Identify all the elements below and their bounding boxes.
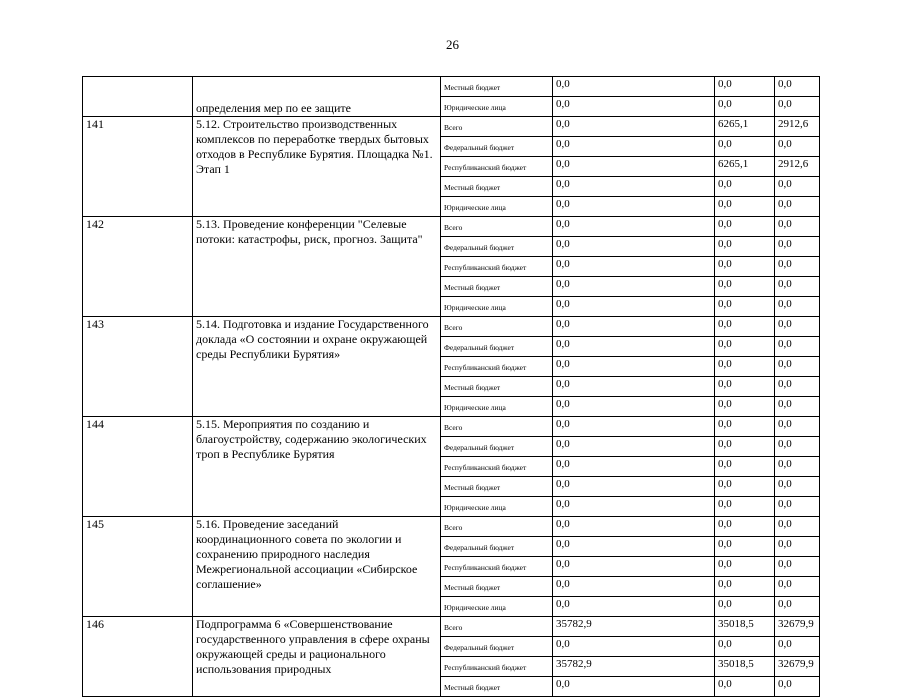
funding-source-cell xyxy=(441,357,553,377)
funding-source-cell xyxy=(441,477,553,497)
funding-source-cell xyxy=(441,397,553,417)
amount-cell-v3: 0,0 xyxy=(775,357,820,377)
amount-cell-v1: 0,0 xyxy=(553,77,715,97)
amount-cell-v3: 0,0 xyxy=(775,177,820,197)
item-number-cell xyxy=(83,77,193,117)
item-description-cell: 5.13. Проведение конференции "Селевые потоки: катастрофы, риск, прогноз. Защита" xyxy=(193,217,441,317)
amount-cell-v3: 0,0 xyxy=(775,597,820,617)
amount-cell-v3: 0,0 xyxy=(775,577,820,597)
item-number-cell: 145 xyxy=(83,517,193,617)
funding-source-label: Юридические лица xyxy=(444,203,506,212)
amount-cell-v2: 0,0 xyxy=(715,537,775,557)
amount-cell-v3: 0,0 xyxy=(775,477,820,497)
funding-source-label: Всего xyxy=(444,423,463,432)
amount-cell-v3: 0,0 xyxy=(775,197,820,217)
amount-cell-v2: 0,0 xyxy=(715,397,775,417)
amount-cell-v1: 0,0 xyxy=(553,117,715,137)
funding-source-label: Республиканский бюджет xyxy=(444,363,527,372)
funding-source-cell xyxy=(441,97,553,117)
funding-source-label: Федеральный бюджет xyxy=(444,243,515,252)
amount-cell-v1: 0,0 xyxy=(553,597,715,617)
amount-cell-v1: 0,0 xyxy=(553,577,715,597)
funding-source-label: Республиканский бюджет xyxy=(444,163,527,172)
funding-source-cell xyxy=(441,597,553,617)
funding-source-label: Юридические лица xyxy=(444,603,506,612)
amount-cell-v3: 0,0 xyxy=(775,257,820,277)
amount-cell-v3: 0,0 xyxy=(775,677,820,697)
amount-cell-v1: 0,0 xyxy=(553,457,715,477)
amount-cell-v2: 0,0 xyxy=(715,197,775,217)
amount-cell-v2: 0,0 xyxy=(715,77,775,97)
funding-source-label: Юридические лица xyxy=(444,403,506,412)
amount-cell-v1: 0,0 xyxy=(553,377,715,397)
amount-cell-v3: 0,0 xyxy=(775,237,820,257)
table-row xyxy=(83,417,820,437)
amount-cell-v1: 0,0 xyxy=(553,517,715,537)
amount-cell-v1: 0,0 xyxy=(553,97,715,117)
amount-cell-v2: 0,0 xyxy=(715,97,775,117)
amount-cell-v2: 0,0 xyxy=(715,137,775,157)
amount-cell-v2: 0,0 xyxy=(715,357,775,377)
amount-cell-v3: 0,0 xyxy=(775,337,820,357)
funding-source-cell xyxy=(441,237,553,257)
amount-cell-v2: 35018,5 xyxy=(715,617,775,637)
amount-cell-v2: 0,0 xyxy=(715,237,775,257)
funding-source-cell xyxy=(441,197,553,217)
amount-cell-v2: 0,0 xyxy=(715,217,775,237)
amount-cell-v2: 0,0 xyxy=(715,317,775,337)
amount-cell-v3: 0,0 xyxy=(775,457,820,477)
funding-source-label: Республиканский бюджет xyxy=(444,663,527,672)
funding-source-cell xyxy=(441,257,553,277)
funding-source-label: Местный бюджет xyxy=(444,283,501,292)
funding-source-label: Республиканский бюджет xyxy=(444,563,527,572)
amount-cell-v1: 0,0 xyxy=(553,177,715,197)
item-number-cell: 143 xyxy=(83,317,193,417)
item-number-cell: 142 xyxy=(83,217,193,317)
funding-source-label: Всего xyxy=(444,323,463,332)
amount-cell-v1: 0,0 xyxy=(553,537,715,557)
amount-cell-v2: 0,0 xyxy=(715,257,775,277)
funding-source-label: Местный бюджет xyxy=(444,683,501,692)
amount-cell-v2: 0,0 xyxy=(715,377,775,397)
amount-cell-v2: 0,0 xyxy=(715,337,775,357)
funding-source-cell xyxy=(441,317,553,337)
amount-cell-v2: 6265,1 xyxy=(715,157,775,177)
amount-cell-v1: 0,0 xyxy=(553,277,715,297)
funding-source-cell xyxy=(441,457,553,477)
amount-cell-v3: 0,0 xyxy=(775,557,820,577)
funding-source-cell xyxy=(441,677,553,697)
amount-cell-v1: 35782,9 xyxy=(553,657,715,677)
amount-cell-v1: 0,0 xyxy=(553,357,715,377)
amount-cell-v1: 0,0 xyxy=(553,417,715,437)
amount-cell-v3: 32679,9 xyxy=(775,617,820,637)
amount-cell-v2: 0,0 xyxy=(715,277,775,297)
amount-cell-v3: 0,0 xyxy=(775,417,820,437)
item-description-cell: 5.15. Мероприятия по созданию и благоустройству, содержанию экологических троп в Республике Бурятия xyxy=(193,417,441,517)
amount-cell-v3: 0,0 xyxy=(775,397,820,417)
funding-source-label: Юридические лица xyxy=(444,303,506,312)
amount-cell-v1: 0,0 xyxy=(553,557,715,577)
funding-source-cell xyxy=(441,137,553,157)
amount-cell-v2: 0,0 xyxy=(715,477,775,497)
item-description-cell: 5.16. Проведение заседаний координационного совета по экологии и сохранению природного наследия Межрегиональной ассоциации «Сибирское соглашение» xyxy=(193,517,441,617)
funding-source-cell xyxy=(441,297,553,317)
amount-cell-v1: 0,0 xyxy=(553,397,715,417)
funding-source-cell xyxy=(441,417,553,437)
funding-source-label: Местный бюджет xyxy=(444,383,501,392)
funding-source-label: Юридические лица xyxy=(444,503,506,512)
amount-cell-v1: 0,0 xyxy=(553,237,715,257)
funding-source-cell xyxy=(441,377,553,397)
funding-source-cell xyxy=(441,557,553,577)
amount-cell-v2: 0,0 xyxy=(715,297,775,317)
amount-cell-v2: 0,0 xyxy=(715,497,775,517)
funding-source-label: Всего xyxy=(444,223,463,232)
funding-source-cell xyxy=(441,497,553,517)
item-description-cell: 5.14. Подготовка и издание Государственного доклада «О состоянии и охране окружающей среды Республики Бурятия» xyxy=(193,317,441,417)
amount-cell-v3: 0,0 xyxy=(775,637,820,657)
funding-source-label: Юридические лица xyxy=(444,103,506,112)
amount-cell-v1: 0,0 xyxy=(553,157,715,177)
funding-source-cell xyxy=(441,657,553,677)
amount-cell-v2: 0,0 xyxy=(715,437,775,457)
page-number: 26 xyxy=(446,37,459,52)
amount-cell-v3: 0,0 xyxy=(775,497,820,517)
funding-source-cell xyxy=(441,617,553,637)
amount-cell-v3: 0,0 xyxy=(775,437,820,457)
table-row xyxy=(83,317,820,337)
table-row xyxy=(83,617,820,637)
funding-source-label: Федеральный бюджет xyxy=(444,543,515,552)
funding-source-cell xyxy=(441,337,553,357)
amount-cell-v3: 0,0 xyxy=(775,517,820,537)
funding-source-cell xyxy=(441,437,553,457)
funding-source-cell xyxy=(441,277,553,297)
amount-cell-v1: 0,0 xyxy=(553,497,715,517)
funding-source-cell xyxy=(441,577,553,597)
amount-cell-v2: 0,0 xyxy=(715,597,775,617)
item-number-cell: 146 xyxy=(83,617,193,697)
amount-cell-v3: 0,0 xyxy=(775,137,820,157)
funding-source-cell xyxy=(441,517,553,537)
budget-table-body xyxy=(83,77,820,697)
amount-cell-v1: 35782,9 xyxy=(553,617,715,637)
funding-source-cell xyxy=(441,117,553,137)
amount-cell-v3: 0,0 xyxy=(775,377,820,397)
amount-cell-v2: 35018,5 xyxy=(715,657,775,677)
table-row xyxy=(83,77,820,97)
item-description-cell: Подпрограмма 6 «Совершенствование государственного управления в сфере охраны окружающей среды и рационального использования природных xyxy=(193,617,441,697)
amount-cell-v1: 0,0 xyxy=(553,477,715,497)
amount-cell-v3: 32679,9 xyxy=(775,657,820,677)
funding-source-label: Федеральный бюджет xyxy=(444,143,515,152)
amount-cell-v2: 0,0 xyxy=(715,457,775,477)
amount-cell-v3: 0,0 xyxy=(775,317,820,337)
funding-source-cell xyxy=(441,77,553,97)
amount-cell-v2: 0,0 xyxy=(715,417,775,437)
item-number-cell: 141 xyxy=(83,117,193,217)
funding-source-label: Республиканский бюджет xyxy=(444,463,527,472)
amount-cell-v1: 0,0 xyxy=(553,337,715,357)
funding-source-label: Республиканский бюджет xyxy=(444,263,527,272)
amount-cell-v3: 0,0 xyxy=(775,77,820,97)
amount-cell-v2: 0,0 xyxy=(715,637,775,657)
funding-source-label: Федеральный бюджет xyxy=(444,343,515,352)
funding-source-cell xyxy=(441,157,553,177)
funding-source-label: Федеральный бюджет xyxy=(444,443,515,452)
amount-cell-v1: 0,0 xyxy=(553,257,715,277)
funding-source-cell xyxy=(441,537,553,557)
amount-cell-v2: 0,0 xyxy=(715,677,775,697)
funding-source-cell xyxy=(441,177,553,197)
amount-cell-v1: 0,0 xyxy=(553,677,715,697)
amount-cell-v2: 0,0 xyxy=(715,557,775,577)
funding-source-cell xyxy=(441,217,553,237)
amount-cell-v1: 0,0 xyxy=(553,637,715,657)
amount-cell-v3: 0,0 xyxy=(775,217,820,237)
funding-source-label: Местный бюджет xyxy=(444,483,501,492)
funding-source-label: Федеральный бюджет xyxy=(444,643,515,652)
amount-cell-v2: 6265,1 xyxy=(715,117,775,137)
amount-cell-v1: 0,0 xyxy=(553,317,715,337)
funding-source-label: Местный бюджет xyxy=(444,583,501,592)
funding-source-label: Местный бюджет xyxy=(444,183,501,192)
item-description-cell: определения мер по ее защите xyxy=(193,77,441,117)
funding-source-label: Всего xyxy=(444,123,463,132)
amount-cell-v1: 0,0 xyxy=(553,197,715,217)
item-number-cell: 144 xyxy=(83,417,193,517)
amount-cell-v3: 2912,6 xyxy=(775,157,820,177)
amount-cell-v1: 0,0 xyxy=(553,217,715,237)
funding-source-label: Всего xyxy=(444,523,463,532)
amount-cell-v1: 0,0 xyxy=(553,297,715,317)
table-row xyxy=(83,117,820,137)
item-description-cell: 5.12. Строительство производственных комплексов по переработке твердых бытовых отходов в Республике Бурятия. Площадка №1. Этап 1 xyxy=(193,117,441,217)
amount-cell-v3: 2912,6 xyxy=(775,117,820,137)
table-row xyxy=(83,517,820,537)
table-row xyxy=(83,217,820,237)
amount-cell-v3: 0,0 xyxy=(775,277,820,297)
amount-cell-v2: 0,0 xyxy=(715,577,775,597)
amount-cell-v3: 0,0 xyxy=(775,297,820,317)
funding-source-label: Всего xyxy=(444,623,463,632)
amount-cell-v3: 0,0 xyxy=(775,97,820,117)
funding-source-label: Местный бюджет xyxy=(444,83,501,92)
budget-table xyxy=(82,76,820,697)
amount-cell-v2: 0,0 xyxy=(715,517,775,537)
amount-cell-v1: 0,0 xyxy=(553,437,715,457)
amount-cell-v1: 0,0 xyxy=(553,137,715,157)
amount-cell-v3: 0,0 xyxy=(775,537,820,557)
amount-cell-v2: 0,0 xyxy=(715,177,775,197)
